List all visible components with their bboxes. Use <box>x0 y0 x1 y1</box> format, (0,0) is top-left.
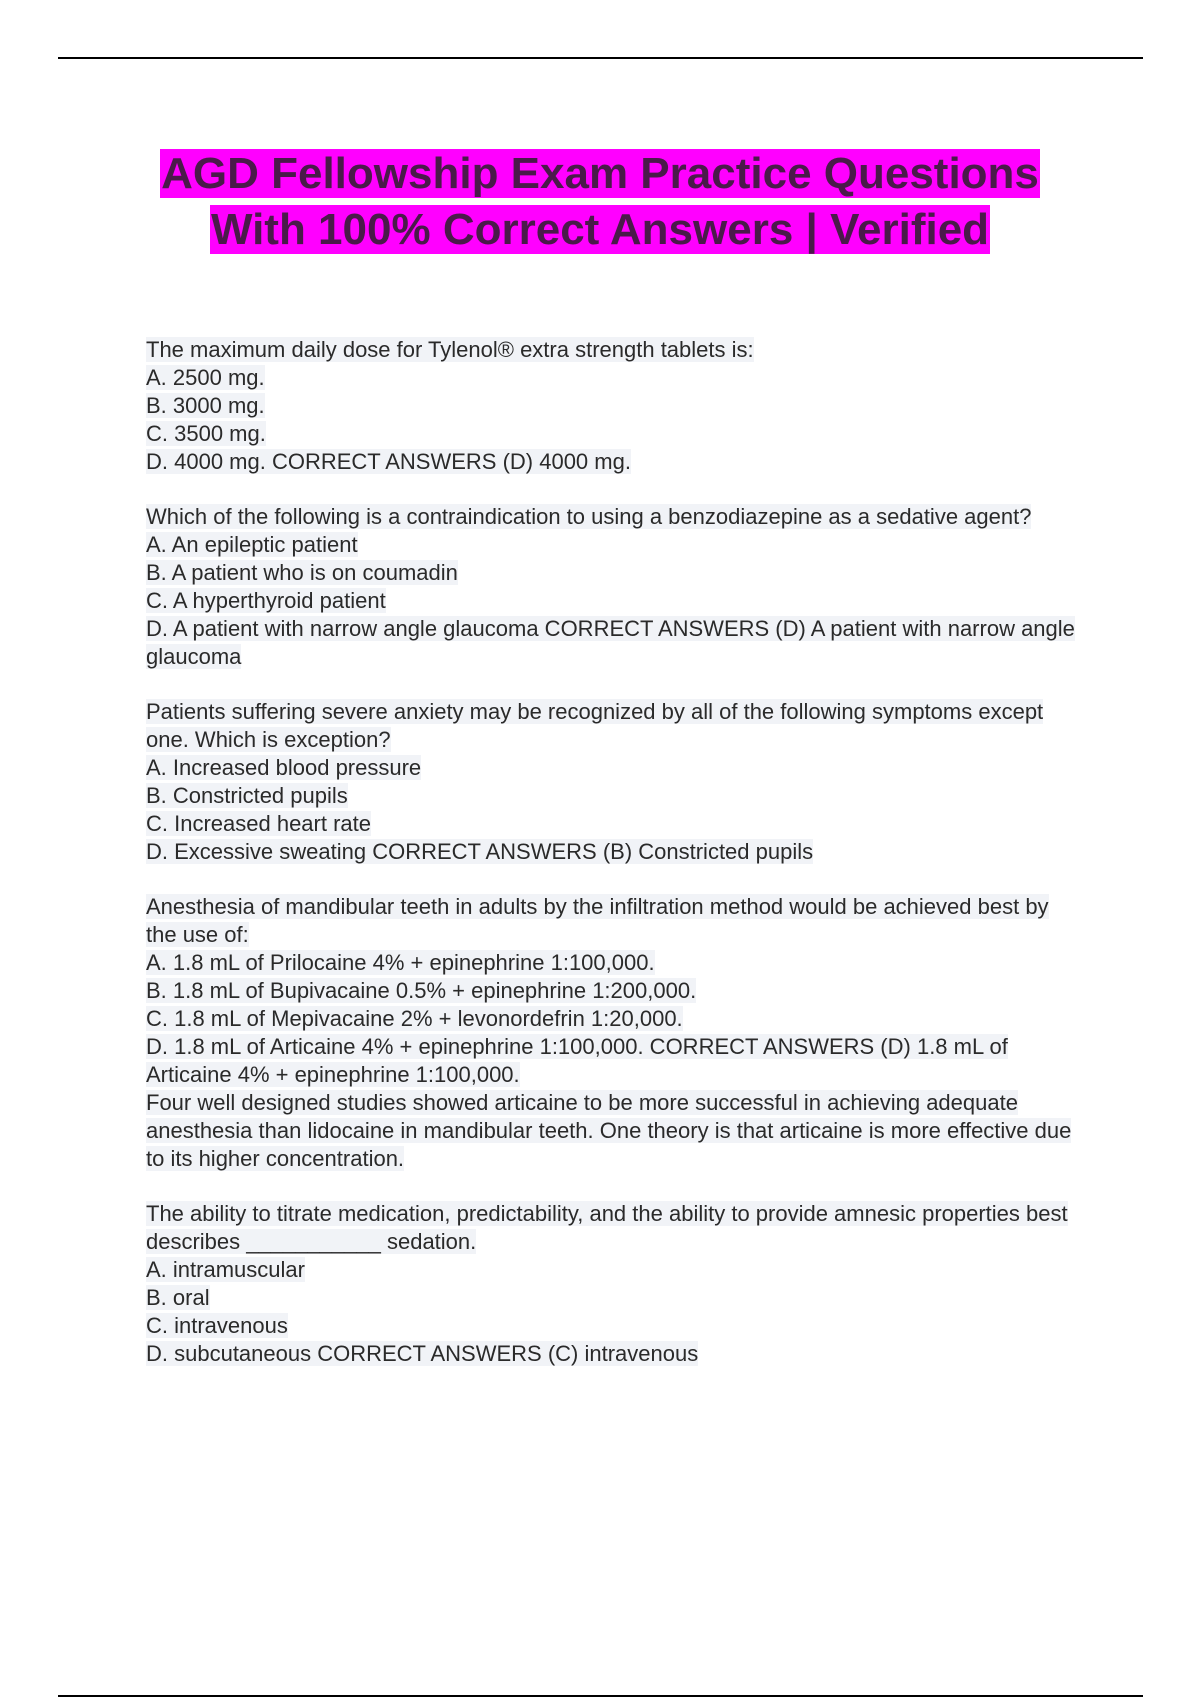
option-b: B. Constricted pupils <box>146 783 348 808</box>
title-text: AGD Fellowship Exam Practice Questions With 100% Correct Answers | Verified <box>161 149 1039 254</box>
question-text: The ability to titrate medication, predictability, and the ability to provide amnesic properties best describes ___________ sedation. <box>146 1201 1068 1254</box>
option-d-answer: D. Excessive sweating CORRECT ANSWERS (B) Constricted pupils <box>146 839 814 864</box>
option-d-answer: D. subcutaneous CORRECT ANSWERS (C) intravenous <box>146 1341 699 1366</box>
document-title <box>130 146 1070 258</box>
option-a: A. Increased blood pressure <box>146 755 422 780</box>
question-text: Patients suffering severe anxiety may be recognized by all of the following symptoms except one. Which is exception? <box>146 699 1044 752</box>
option-a: A. An epileptic patient <box>146 532 358 557</box>
option-c: C. intravenous <box>146 1313 288 1338</box>
question-text: The maximum daily dose for Tylenol® extra strength tablets is: <box>146 337 754 362</box>
option-b: B. A patient who is on coumadin <box>146 560 458 585</box>
option-c: C. 3500 mg. <box>146 421 266 446</box>
answer-explanation: Four well designed studies showed articaine to be more successful in achieving adequate anesthesia than lidocaine in mandibular teeth. One theory is that articaine is more effective due to its higher concentration. <box>146 1090 1072 1171</box>
question-3 <box>146 698 1076 866</box>
option-d-answer: D. A patient with narrow angle glaucoma CORRECT ANSWERS (D) A patient with narrow angle glaucoma <box>146 616 1075 669</box>
question-text: Which of the following is a contraindication to using a benzodiazepine as a sedative agent? <box>146 504 1032 529</box>
option-a: A. 2500 mg. <box>146 365 265 390</box>
option-c: C. Increased heart rate <box>146 811 372 836</box>
option-c: C. A hyperthyroid patient <box>146 588 386 613</box>
question-1 <box>146 336 1076 476</box>
option-b: B. oral <box>146 1285 210 1310</box>
option-a: A. 1.8 mL of Prilocaine 4% + epinephrine 1:100,000. <box>146 950 655 975</box>
option-a: A. intramuscular <box>146 1257 305 1282</box>
question-5 <box>146 1200 1076 1368</box>
bottom-rule <box>58 1695 1143 1697</box>
option-c: C. 1.8 mL of Mepivacaine 2% + levonordefrin 1:20,000. <box>146 1006 683 1031</box>
option-d-answer: D. 1.8 mL of Articaine 4% + epinephrine 1:100,000. CORRECT ANSWERS (D) 1.8 mL of Articaine 4% + epinephrine 1:100,000. <box>146 1034 1008 1087</box>
question-text: Anesthesia of mandibular teeth in adults by the infiltration method would be achieved best by the use of: <box>146 894 1049 947</box>
option-b: B. 3000 mg. <box>146 393 265 418</box>
option-b: B. 1.8 mL of Bupivacaine 0.5% + epinephrine 1:200,000. <box>146 978 697 1003</box>
questions-list <box>146 336 1076 1395</box>
top-rule <box>58 57 1143 59</box>
option-d-answer: D. 4000 mg. CORRECT ANSWERS (D) 4000 mg. <box>146 449 631 474</box>
question-2 <box>146 503 1076 671</box>
question-4 <box>146 893 1076 1173</box>
